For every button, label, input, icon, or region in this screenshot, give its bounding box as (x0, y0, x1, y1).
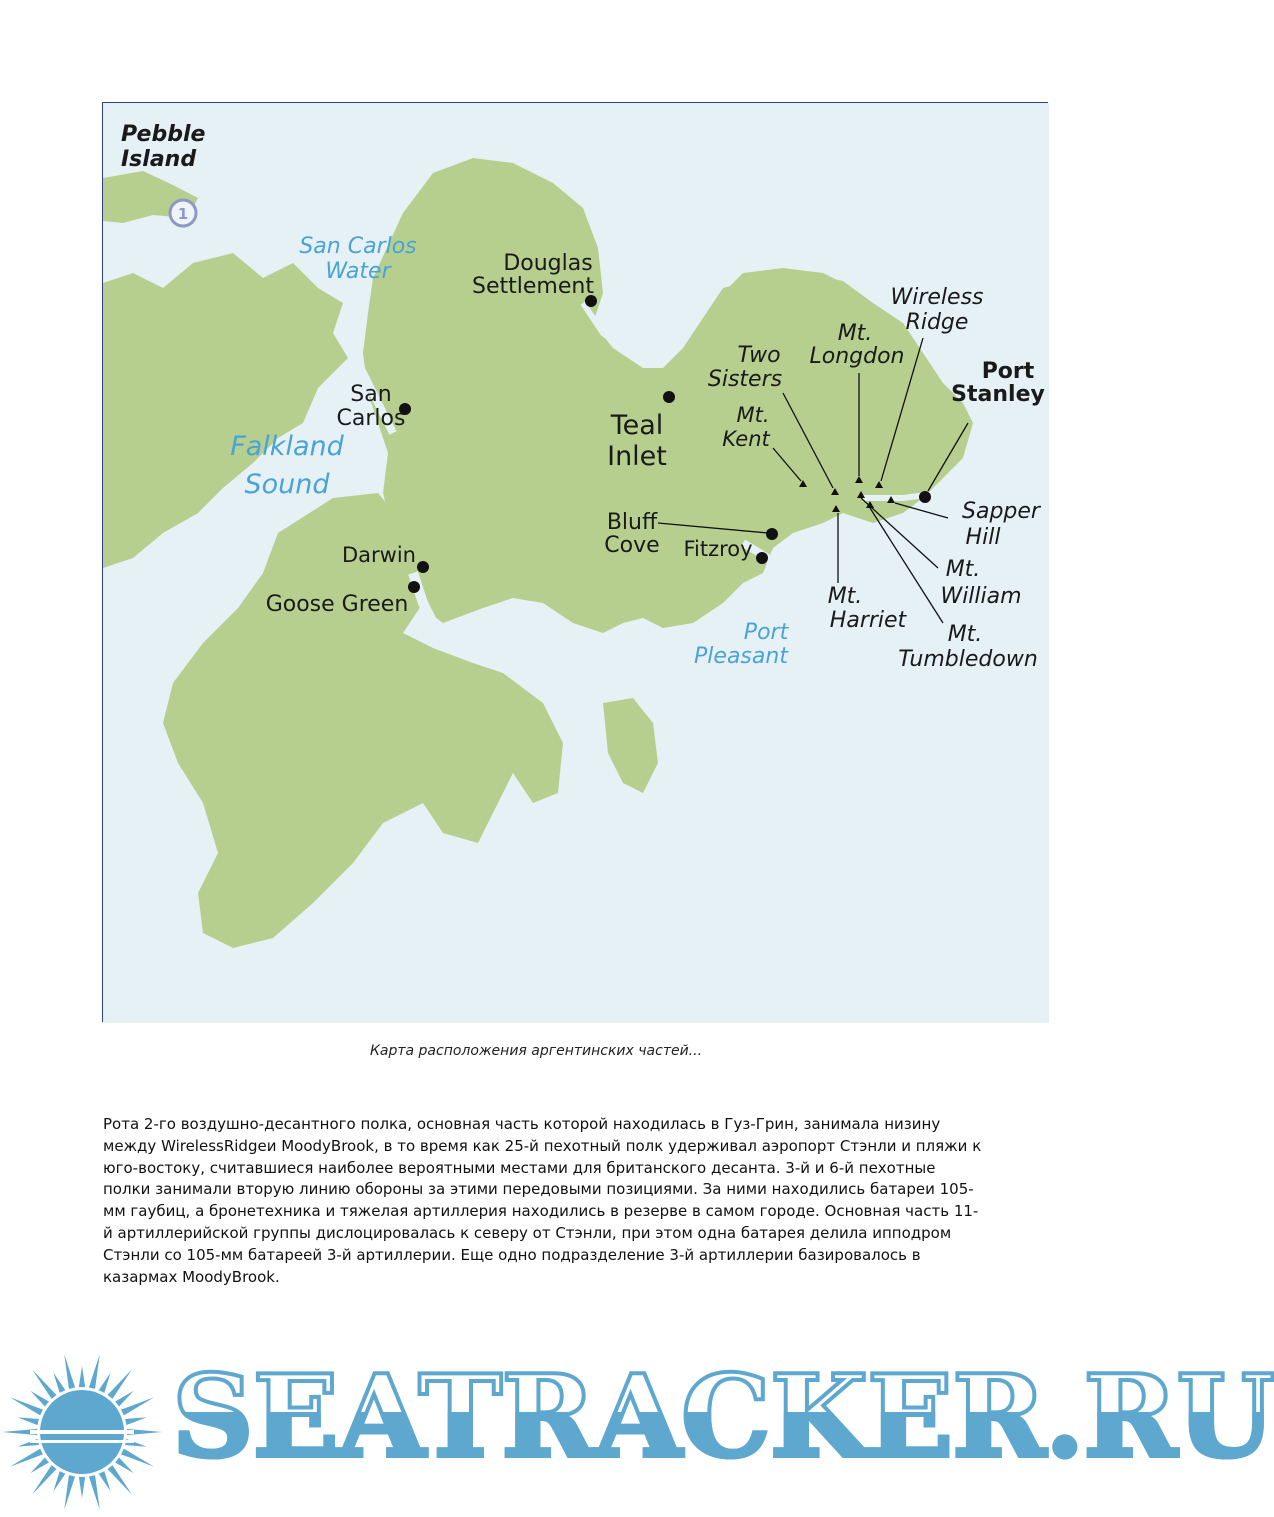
sun-ray (89, 1354, 100, 1389)
port-pleasant-label-1: Port (743, 620, 789, 645)
bluff-cove-label-1: Bluff (606, 510, 658, 535)
mt-harriet-label-2: Harriet (829, 608, 907, 633)
bluff-cove-label-2: Cove (604, 533, 660, 558)
san-carlos-label-2: Carlos (336, 406, 406, 431)
mt-harriet-label-1: Mt. (827, 584, 863, 609)
mt-longdon-label-2: Longdon (809, 344, 905, 369)
douglas-label-1: Douglas (503, 251, 593, 276)
wireless-ridge-label-2: Ridge (905, 310, 969, 335)
sun-ray (10, 1449, 43, 1467)
teal-inlet-label-1: Teal (610, 410, 664, 441)
map-caption: Карта расположения аргентинских частей... (369, 1043, 703, 1059)
sapper-hill-label-1: Sapper (962, 499, 1040, 524)
sun-ray (53, 1471, 65, 1491)
small-island (207, 667, 219, 679)
sun-ray (121, 1449, 154, 1467)
sun-ray (18, 1417, 39, 1425)
sun-ray (30, 1458, 48, 1474)
san-carlos-label-1: San (350, 382, 392, 407)
falkland-sound-label-1: Falkland (230, 431, 344, 462)
goose-green-label: Goose Green (265, 592, 409, 617)
port-stanley-label-2: Stanley (951, 382, 1045, 407)
sun-ray (79, 1477, 85, 1498)
darwin-label: Darwin (342, 543, 416, 567)
douglas-label-2: Settlement (472, 274, 594, 299)
port-stanley-label-1: Port (981, 359, 1035, 384)
mt-longdon-label-1: Mt. (837, 321, 873, 346)
marker-1-label: 1 (177, 205, 189, 223)
sun-ray (115, 1391, 133, 1407)
wireless-ridge-label-1: Wireless (890, 285, 984, 310)
mt-kent-label-1: Mt. (736, 403, 770, 427)
small-island (245, 705, 261, 721)
mt-kent-label-2: Kent (722, 427, 770, 451)
sapper-hill-label-2: Hill (965, 525, 1001, 550)
sun-ray (53, 1373, 65, 1393)
pebble-island-label-1: Pebble (121, 122, 206, 147)
sun-ray (99, 1471, 111, 1491)
two-sisters-label-2: Sisters (707, 367, 783, 392)
fitzroy-label: Fitzroy (683, 537, 753, 561)
fitzroy-dot (756, 552, 768, 564)
mt-william-label-2: William (940, 584, 1022, 609)
sun-icon (0, 1352, 165, 1517)
sun-ray (125, 1417, 146, 1425)
sun-ray (89, 1475, 100, 1510)
san-carlos-water-label-2: Water (325, 259, 391, 284)
falklands-map (102, 102, 1048, 1022)
sun-ray (30, 1391, 48, 1407)
port-stanley-dot (919, 491, 931, 503)
bluff-cove-dot (766, 528, 778, 540)
article-paragraph: Рота 2-го воздушно-десантного полка, основная часть которой находилась в Гуз-Грин, занимала низину между WirelessRidgeи MoodyBrook, в то время как 25-й пехотный полк удерживал аэропорт Стэнли и пляжи к юго-востоку, считавшиеся наиболее вероятными местами для британского десанта. 3-й и 6-й пехотные полки занимали вторую линию обороны за этими передовыми позициями. За ними находились батареи 105-мм гаубиц, а бронетехника и тяжелая артиллерия находились в резерве в самом городе. Основная часть 11-й артиллерийской группы дислоцировалась к северу от Стэнли, при этом одна батарея делила ипподром Стэнли со 105-мм батареей 3-й артиллерии. Еще одно подразделение 3-й артиллерии базировалось в казармах MoodyBrook. (103, 1115, 982, 1286)
teal-inlet-dot (663, 391, 675, 403)
mt-tumbledown-label-2: Tumbledown (898, 647, 1038, 672)
sun-ray (64, 1354, 75, 1389)
sun-ray (121, 1397, 154, 1415)
sun-ray (115, 1458, 133, 1474)
darwin-dot (417, 561, 429, 573)
falkland-sound-label-2: Sound (244, 469, 330, 500)
mt-william-label-1: Mt. (945, 557, 981, 582)
san-carlos-water-label-1: San Carlos (299, 234, 417, 259)
small-island (787, 427, 799, 439)
port-pleasant-label-2: Pleasant (694, 644, 788, 669)
sun-ray (10, 1397, 43, 1415)
two-sisters-label-1: Two (737, 343, 781, 368)
goose-green-dot (408, 581, 420, 593)
mt-tumbledown-label-1: Mt. (947, 622, 983, 647)
pebble-island-label-2: Island (121, 147, 197, 172)
map-svg (103, 103, 1049, 1023)
sun-ray (79, 1366, 85, 1387)
sun-ray (64, 1475, 75, 1510)
site-logo: SEATRACKER.RU (172, 1350, 1274, 1483)
teal-inlet-label-2: Inlet (607, 441, 667, 472)
sun-ray (99, 1373, 111, 1393)
